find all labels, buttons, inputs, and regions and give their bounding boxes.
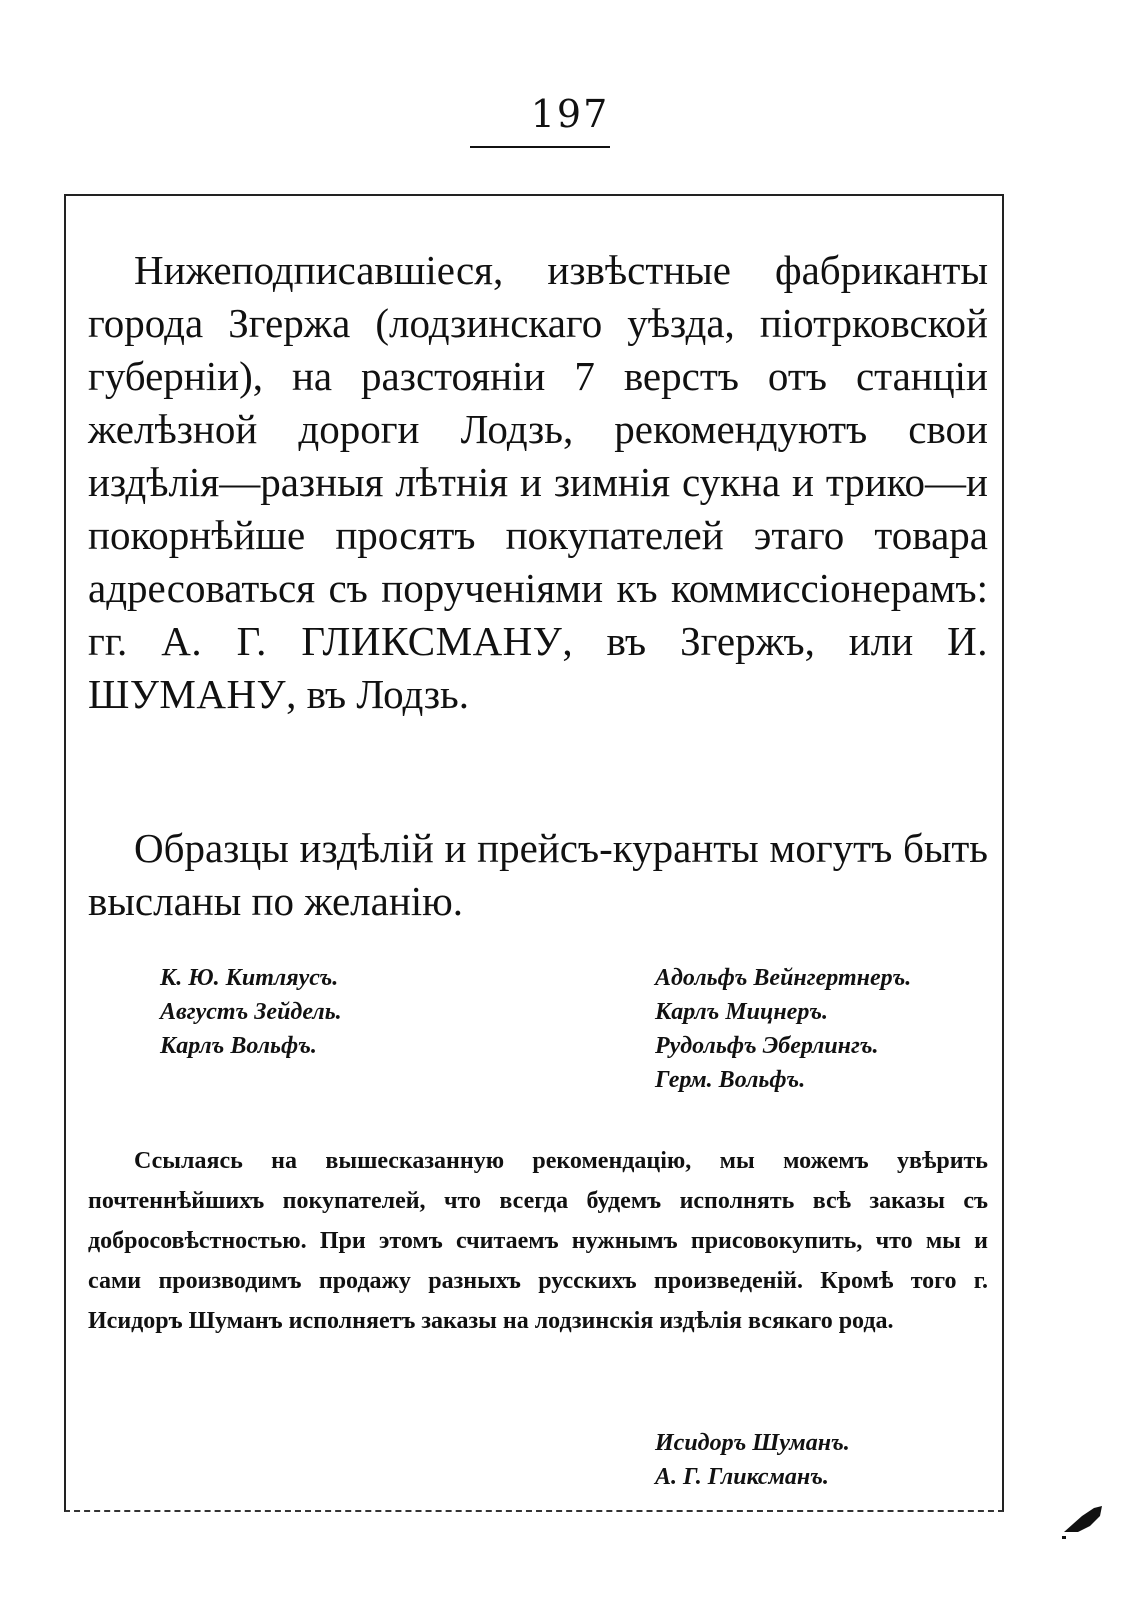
- signatory-name: Карлъ Вольфъ.: [160, 1033, 317, 1059]
- page-number-rule: [470, 146, 610, 148]
- signatory-name: Исидоръ Шуманъ.: [655, 1430, 850, 1456]
- signatory-name: А. Г. Гликсманъ.: [655, 1464, 829, 1490]
- followup-paragraph: Ссылаясь на вышесказанную рекомендацію, мы можемъ увѣрить почтеннѣйшихъ покупателей, что всегда будемъ исполнять всѣ заказы съ добросовѣстностью. При этомъ считаемъ нужнымъ присовокупить, что мы и сами производимъ продажу разныхъ русскихъ произведеній. Кромѣ того г. Исидоръ Шуманъ исполняетъ заказы на лодзинскія издѣлія всякаго рода.: [88, 1148, 988, 1334]
- agent-name-glicksman: А. Г. ГЛИКСМАНУ: [161, 618, 563, 664]
- main-paragraph-part2: , въ Згержъ, или: [562, 618, 948, 664]
- agent-name-schumann: И. ШУМАНУ: [88, 618, 988, 717]
- final-signatories: [655, 1426, 850, 1494]
- main-paragraph-part3: , въ Лодзь.: [286, 671, 469, 717]
- signatories-left-column: [160, 961, 342, 1063]
- signatory-name: Адольфъ Вейнгертнеръ.: [655, 965, 912, 991]
- page-number: 197: [530, 92, 610, 136]
- signatory-name: Карлъ Мицнеръ.: [655, 999, 828, 1025]
- signatory-name: Рудольфъ Эберлингъ.: [655, 1033, 879, 1059]
- signatories-right-column: [655, 961, 911, 1097]
- signatory-name: Августъ Зейдель.: [160, 999, 342, 1025]
- signatory-name: К. Ю. Китляусъ.: [160, 965, 339, 991]
- samples-paragraph: Образцы издѣлій и прейсъ-куранты могутъ быть высланы по желанію.: [88, 825, 988, 924]
- signatory-name: Герм. Вольфъ.: [655, 1067, 806, 1093]
- main-paragraph-part1: Нижеподписавшіеся, извѣстные фабриканты города Згержа (лодзинскаго уѣзда, піотрковской губерніи), на разстояніи 7 верстъ отъ станціи желѣзной дороги Лодзь, рекомендуютъ свои издѣлія—разныя лѣтнія и зимнія сукна и трико—и покорнѣйше просятъ покупателей этаго товара адресоваться съ порученіями къ коммиссіонерамъ: гг.: [88, 247, 988, 664]
- main-paragraph: [88, 244, 988, 721]
- ink-blot-mark: [1060, 1502, 1110, 1542]
